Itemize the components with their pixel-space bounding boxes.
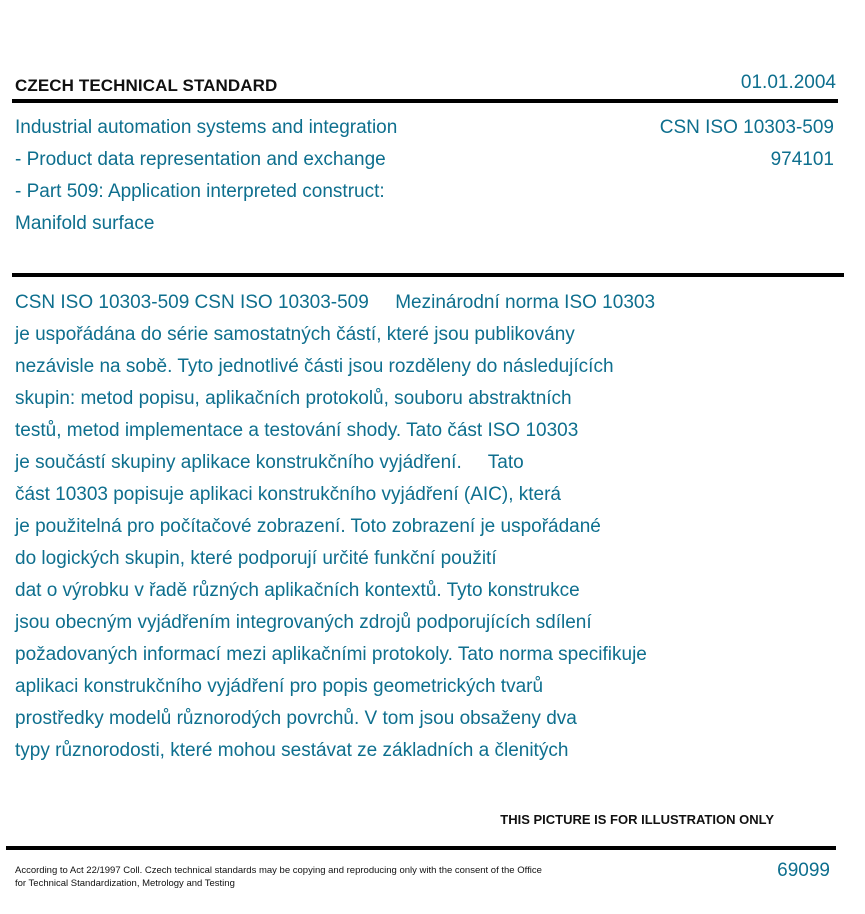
abstract-line: typy různorodosti, které mohou sestávat ze základních a členitých [15, 740, 569, 761]
standard-codes [660, 112, 834, 176]
abstract-line: nezávisle na sobě. Tyto jednotlivé části jsou rozděleny do následujících [15, 356, 614, 377]
abstract-line: do logických skupin, které podporují určité funkční použití [15, 548, 497, 569]
abstract-line: dat o výrobku v řadě různých aplikačních kontextů. Tyto konstrukce [15, 580, 580, 601]
illustration-notice: THIS PICTURE IS FOR ILLUSTRATION ONLY [500, 812, 774, 827]
header-rule [12, 99, 838, 103]
abstract-line: požadovaných informací mezi aplikačními protokoly. Tato norma specifikuje [15, 644, 647, 665]
document-number: 69099 [777, 860, 830, 881]
abstract-line: CSN ISO 10303-509 CSN ISO 10303-509 Mezinárodní norma ISO 10303 [15, 292, 656, 313]
abstract-line: skupin: metod popisu, aplikačních protokolů, souboru abstraktních [15, 388, 572, 409]
title-line: - Part 509: Application interpreted construct: [15, 181, 385, 202]
abstract-line: aplikaci konstrukčního vyjádření pro popis geometrických tvarů [15, 676, 544, 697]
copyright-line: According to Act 22/1997 Coll. Czech technical standards may be copying and reproducing only with the consent of the Office [15, 865, 542, 876]
abstract-line: část 10303 popisuje aplikaci konstrukčního vyjádření (AIC), která [15, 484, 561, 505]
class-number: 974101 [770, 149, 834, 170]
standard-type-label: CZECH TECHNICAL STANDARD [15, 76, 278, 95]
copyright-line: for Technical Standardization, Metrology and Testing [15, 878, 235, 889]
title-line: Manifold surface [15, 213, 155, 234]
title-rule [12, 273, 844, 277]
standard-title [15, 112, 397, 240]
abstract-line: testů, metod implementace a testování shody. Tato část ISO 10303 [15, 420, 579, 441]
abstract-line: je součástí skupiny aplikace konstrukčního vyjádření. Tato [15, 452, 524, 473]
title-line: - Product data representation and exchange [15, 149, 386, 170]
abstract-line: prostředky modelů různorodých povrchů. V tom jsou obsaženy dva [15, 708, 577, 729]
standard-abstract [15, 287, 655, 767]
abstract-line: je uspořádána do série samostatných částí, které jsou publikovány [15, 324, 575, 345]
standard-date: 01.01.2004 [740, 72, 836, 93]
footer-rule [6, 846, 836, 850]
abstract-line: je použitelná pro počítačové zobrazení. Toto zobrazení je uspořádané [15, 516, 601, 537]
copyright-notice [15, 864, 542, 890]
standard-code: CSN ISO 10303-509 [659, 117, 834, 138]
abstract-line: jsou obecným vyjádřením integrovaných zdrojů podporujících sdílení [15, 612, 592, 633]
title-line: Industrial automation systems and integration [15, 117, 398, 138]
